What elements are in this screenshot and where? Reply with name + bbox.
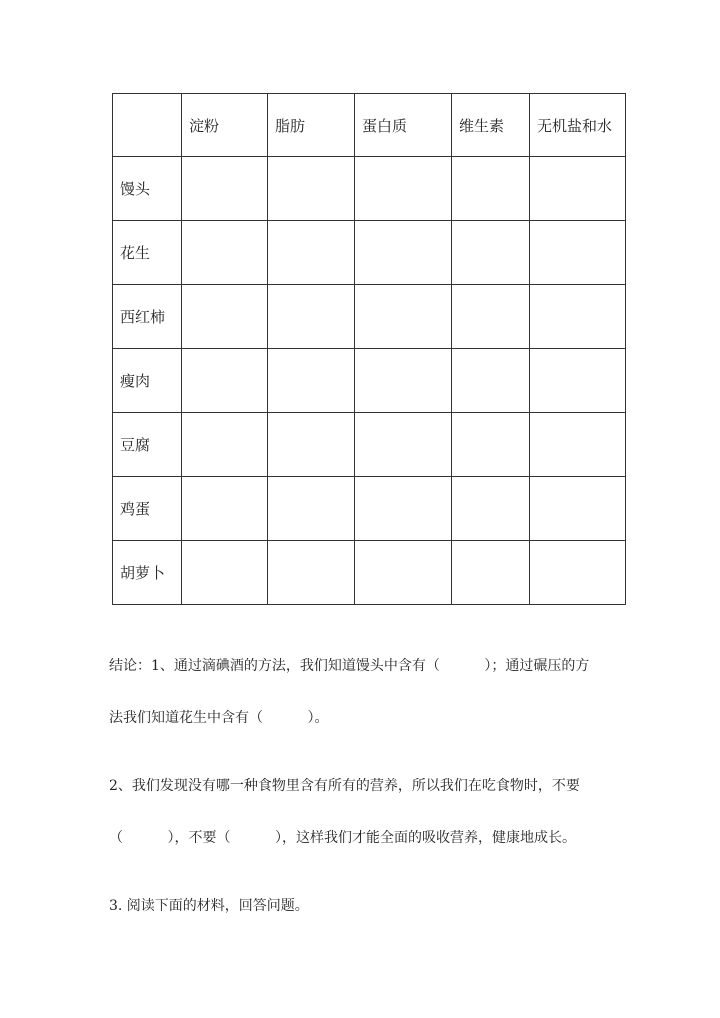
table-cell [182,541,268,605]
table-cell [452,541,530,605]
table-cell [268,349,355,413]
table-cell [182,349,268,413]
table-cell [355,413,452,477]
question-2-line-2: （ ），不要（ ），这样我们才能全面的吸收营养，健康地成长。 [109,830,577,846]
table-cell [268,157,355,221]
table-cell [355,349,452,413]
conclusion-line-2: 法我们知道花生中含有（ ）。 [109,710,329,726]
food-label: 胡萝卜 [113,541,182,605]
table-cell [355,157,452,221]
table-cell [530,285,626,349]
question-2-line-1: 2、我们发现没有哪一种食物里含有所有的营养，所以我们在吃食物时，不要 [109,778,580,794]
table-cell [530,541,626,605]
table-cell [530,221,626,285]
table-cell [268,285,355,349]
food-label: 花生 [113,221,182,285]
food-label: 鸡蛋 [113,477,182,541]
food-label: 豆腐 [113,413,182,477]
table-cell [530,413,626,477]
table-header-cell: 维生素 [452,94,530,157]
table-row [113,285,626,349]
food-label: 瘦肉 [113,349,182,413]
table-cell [182,157,268,221]
table-header-cell: 脂肪 [268,94,355,157]
table-header-row [113,94,626,157]
table-cell [268,477,355,541]
table-cell [268,221,355,285]
table-cell [530,349,626,413]
table-header-cell: 淀粉 [182,94,268,157]
table-cell [355,541,452,605]
table-row [113,349,626,413]
table-row [113,221,626,285]
table-header-cell [113,94,182,157]
table-cell [530,477,626,541]
table-cell [268,541,355,605]
question-3-heading: 3. 阅读下面的材料，回答问题。 [109,898,309,914]
table-header-cell: 无机盐和水 [530,94,626,157]
table-cell [530,157,626,221]
table-cell [355,221,452,285]
conclusion-line-1: 结论：1、通过滴碘酒的方法，我们知道馒头中含有（ ）；通过碾压的方 [109,658,590,674]
table-cell [452,413,530,477]
table-cell [355,477,452,541]
table-cell [452,157,530,221]
food-label: 西红柿 [113,285,182,349]
table-cell [182,285,268,349]
table-cell [182,221,268,285]
table-cell [452,221,530,285]
table-cell [355,285,452,349]
table-cell [452,285,530,349]
table-row [113,413,626,477]
table-row [113,157,626,221]
food-label: 馒头 [113,157,182,221]
table-header-cell: 蛋白质 [355,94,452,157]
table-cell [182,413,268,477]
table-row [113,541,626,605]
table-cell [268,413,355,477]
nutrient-table [112,93,626,605]
table-row [113,477,626,541]
table-cell [452,477,530,541]
table-cell [182,477,268,541]
table-cell [452,349,530,413]
